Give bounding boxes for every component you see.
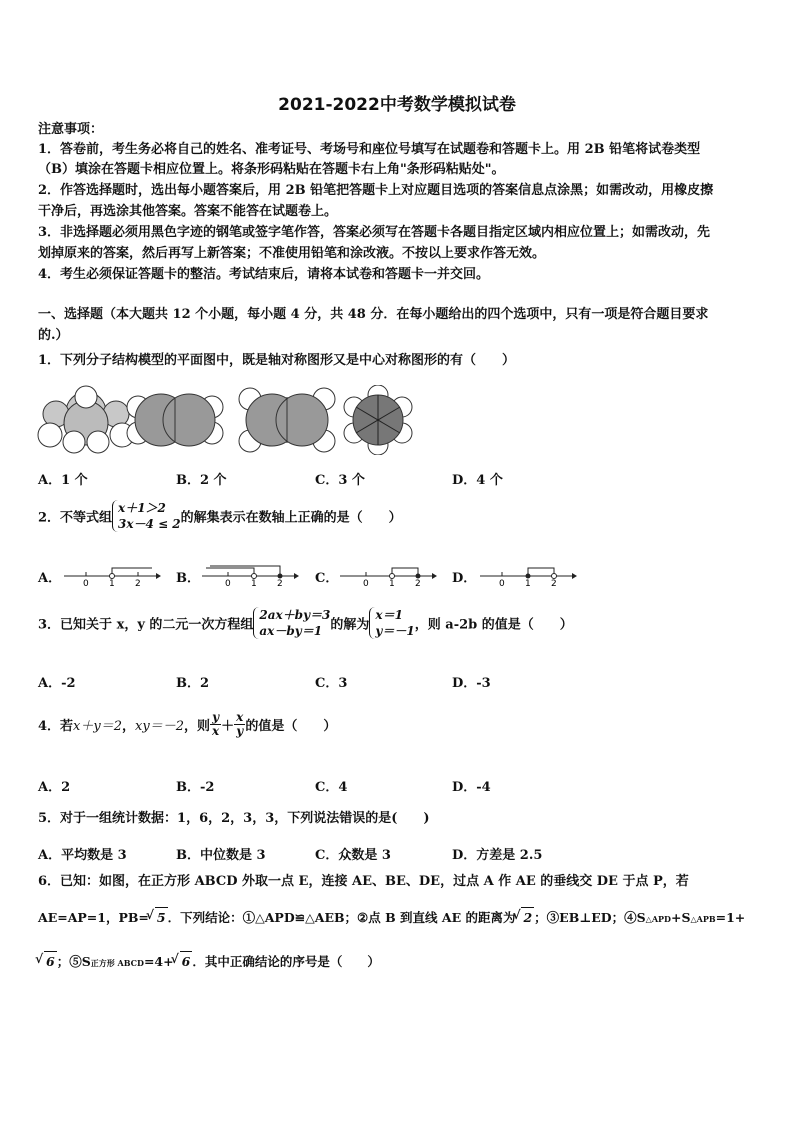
notice-line: 划掉原来的答案，然后再写上新答案；不准使用铅笔和涂改液。不按以上要求作答无效。	[38, 246, 546, 261]
q4-cond-2: xy＝－2	[135, 719, 184, 734]
q4-frac1-num: y	[210, 711, 221, 725]
q1-option-b: B．2 个	[176, 473, 227, 488]
q3-sol-2: y＝－1	[375, 624, 415, 638]
q6-text: +S	[670, 910, 691, 925]
q6-sqrt-5: √ 5	[155, 907, 168, 928]
tick-label: 1	[525, 579, 531, 588]
question-3-stem	[38, 607, 573, 639]
q6-text: ；⑤S	[56, 954, 91, 969]
q6-subscript: △APB	[690, 914, 716, 924]
q4-option-b: B．-2	[176, 780, 215, 795]
q2-inequality-system	[112, 500, 181, 532]
tick-label: 1	[109, 579, 115, 588]
question-6-line-3	[38, 951, 380, 973]
notice-line: 1．答卷前，考生务必将自己的姓名、准考证号、考场号和座位号填写在试题卷和答题卡上。用 2B 铅笔将试卷类型	[38, 142, 701, 157]
q5-option-b: B．中位数是 3	[176, 848, 266, 863]
q3-eq-1: 2ax＋by＝3	[259, 608, 331, 622]
q4-frac2-num: x	[236, 710, 244, 724]
q6-sqrt-2: √ 2	[521, 907, 534, 928]
q6-text: =1+	[715, 910, 746, 925]
q3-mid: 的解为	[330, 617, 370, 633]
notice-line: 2．作答选择题时，选出每小题答案后，用 2B 铅笔把答题卡上对应题目选项的答案信息点涂黑；如需改动，用橡皮擦	[38, 183, 714, 198]
q1-option-c: C．3 个	[315, 473, 365, 488]
q2-label-a: A．	[38, 571, 62, 586]
q4-then: ，则	[183, 719, 210, 734]
section-heading: 一、选择题（本大题共 12 个小题，每小题 4 分，共 48 分．在每小题给出的四个选项中，只有一项是符合题目要求	[38, 307, 709, 322]
q6-text: ．下列结论：①△APD≌△AEB；②点 B 到直线 AE 的距离为	[167, 910, 516, 925]
q6-text: ．其中正确结论的序号是（ ）	[192, 954, 380, 969]
molecule-figure-3	[239, 388, 335, 452]
q3-sol-1: x＝1	[375, 608, 403, 622]
q4-plus: ＋	[221, 719, 235, 734]
question-5-stem: 5．对于一组统计数据：1，6，2，3，3，下列说法错误的是( )	[38, 811, 430, 826]
tick-label: 2	[135, 579, 141, 588]
q2-label-d: D．	[452, 571, 477, 586]
q2-ineq-1: x＋1＞2	[118, 501, 166, 515]
q4-frac1-den: x	[211, 724, 220, 738]
q4-option-d: D．-4	[452, 780, 491, 795]
q6-subscript: △APD	[645, 914, 671, 924]
notice-line: 干净后，再选涂其他答案。答案不能答在试题卷上。	[38, 204, 338, 219]
q4-frac2-den: y	[236, 724, 244, 738]
q4-fraction-1	[210, 711, 221, 738]
q4-fraction-2	[234, 711, 245, 738]
tick-label: 0	[499, 579, 505, 588]
notice-line: （B）填涂在答题卡相应位置上。将条形码粘贴在答题卡右上角"条形码粘贴处"。	[38, 162, 505, 177]
question-1-stem: 1．下列分子结构模型的平面图中，既是轴对称图形又是中心对称图形的有（ ）	[38, 353, 516, 368]
q6-text: AE=AP=1，PB=	[38, 910, 149, 925]
q3-eq-2: ax－by＝1	[259, 624, 323, 638]
q5-option-d: D．方差是 2.5	[452, 848, 543, 863]
q1-option-d: D．4 个	[452, 473, 503, 488]
q3-solution-system	[369, 607, 414, 639]
number-line-a	[62, 562, 162, 588]
q3-option-c: C．3	[315, 676, 348, 691]
q2-suffix: 的解集表示在数轴上正确的是（ ）	[180, 510, 402, 526]
question-4-stem	[38, 711, 336, 738]
number-line-b	[200, 562, 300, 588]
molecule-figure-1	[38, 386, 134, 453]
q2-prefix: 2．不等式组	[38, 510, 113, 526]
q2-label-c: C．	[315, 571, 339, 586]
tick-label: 0	[363, 579, 369, 588]
molecule-figure-2	[127, 394, 223, 446]
q6-sqrt-6: √ 6	[180, 951, 193, 972]
tick-label: 1	[389, 579, 395, 588]
q5-option-c: C．众数是 3	[315, 848, 391, 863]
tick-label: 0	[83, 579, 89, 588]
molecule-figure-4	[344, 385, 412, 455]
number-line-c	[338, 562, 438, 588]
q2-ineq-2: 3x－4 ≤ 2	[118, 517, 181, 531]
q3-option-b: B．2	[176, 676, 210, 691]
question-6-line-2	[38, 907, 745, 929]
tick-label: 2	[277, 579, 283, 588]
section-heading-cont: 的.）	[38, 328, 69, 343]
q3-suffix: ，则 a-2b 的值是（ ）	[414, 617, 573, 633]
tick-label: 1	[251, 579, 257, 588]
q3-prefix: 3．已知关于 x，y 的二元一次方程组	[38, 617, 254, 633]
q5-option-a: A．平均数是 3	[38, 848, 127, 863]
q1-option-a: A．1 个	[38, 473, 88, 488]
q6-text: =4+	[143, 954, 174, 969]
q3-option-d: D．-3	[452, 676, 491, 691]
q6-subscript: 正方形 ABCD	[90, 958, 144, 968]
tick-label: 2	[551, 579, 557, 588]
notice-line: 3．非选择题必须用黑色字迹的钢笔或签字笔作答，答案必须写在答题卡各题目指定区域内相应位置上；如需改动，先	[38, 225, 711, 240]
q4-suffix: 的值是（ ）	[245, 719, 337, 734]
tick-label: 2	[415, 579, 421, 588]
number-line-d	[478, 562, 578, 588]
q4-prefix: 4．若	[38, 719, 74, 734]
q4-sep: ，	[122, 719, 136, 734]
tick-label: 0	[225, 579, 231, 588]
q6-text: ；③EB⊥ED；④S	[534, 910, 646, 925]
q6-sqrt-6: √ 6	[44, 951, 57, 972]
q4-option-c: C．4	[315, 780, 348, 795]
notice-heading: 注意事项：	[38, 122, 104, 137]
notice-line: 4．考生必须保证答题卡的整洁。考试结束后，请将本试卷和答题卡一并交回。	[38, 267, 490, 282]
q2-label-b: B．	[176, 571, 200, 586]
question-2-stem	[38, 500, 402, 532]
q3-option-a: A．-2	[38, 676, 76, 691]
page-title: 2021-2022中考数学模拟试卷	[278, 95, 516, 115]
q4-option-a: A．2	[38, 780, 71, 795]
question-6-line-1: 6．已知：如图，在正方形 ABCD 外取一点 E，连接 AE、BE、DE，过点 A 作 AE 的垂线交 DE 于点 P，若	[38, 874, 689, 889]
molecule-figures	[36, 385, 426, 455]
q4-cond-1: x＋y＝2	[73, 719, 122, 734]
q3-equation-system	[253, 607, 330, 639]
